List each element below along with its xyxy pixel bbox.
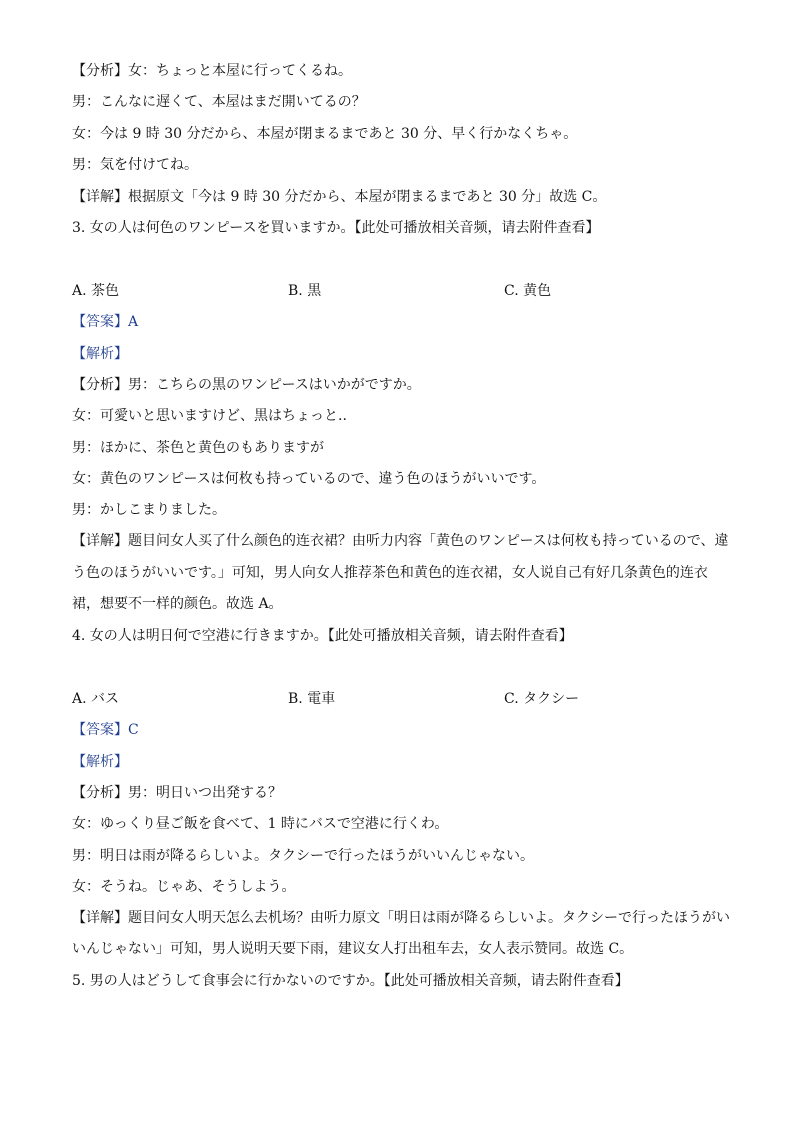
q2-analysis-line-1: 【分析】女：ちょっと本屋に行ってくるね。 <box>72 63 352 79</box>
q4-option-c: C. タクシー <box>504 690 580 707</box>
q3-analysis-line-5: 男：かしこまりました。 <box>72 502 226 519</box>
q4-spacer <box>72 658 732 689</box>
q4-question: 4. 女の人は明日何で空港に行きますか。【此处可播放相关音频，请去附件查看】 <box>72 628 573 645</box>
q2-detail: 【详解】根据原文「今は 9 時 30 分だから、本屋が閉まるまであと 30 分」故选 C。 <box>72 188 607 205</box>
q3-options <box>72 282 732 300</box>
q3-analysis-line-4: 女：黄色のワンピースは何枚も持っているので、違う色のほうがいいです。 <box>72 471 546 488</box>
q4-options <box>72 690 732 708</box>
q2-analysis-line-4: 男：気を付けてね。 <box>72 157 198 174</box>
document-page <box>72 62 732 1004</box>
q3-analysis-line-2: 女：可愛いと思いますけど、黒はちょっと.. <box>72 408 347 425</box>
q4-analysis-line-2: 女：ゆっくり昼ご飯を食べて、1 時にバスで空港に行くわ。 <box>72 816 449 833</box>
q3-spacer <box>72 250 732 281</box>
q4-option-b: B. 電車 <box>288 690 336 707</box>
q3-detail: 【详解】题目问女人买了什么颜色的连衣裙？由听力内容「黄色のワンピースは何枚も持っているので、違う色のほうがいいです。」可知，男人向女人推荐茶色和黄色的连衣裙，女人说自己有好几条黄色的连衣裙，想要不一样的颜色。故选 A。 <box>72 533 729 612</box>
q5-question: 5. 男の人はどうして食事会に行かないのですか。【此处可播放相关音频，请去附件查看】 <box>72 973 629 990</box>
q3-answer: 【答案】A <box>72 314 139 331</box>
q3-option-c: C. 黄色 <box>504 282 552 299</box>
q4-analysis-line-1: 【分析】男：明日いつ出発する？ <box>72 785 282 802</box>
q3-question: 3. 女の人は何色のワンピースを買いますか。【此处可播放相关音频，请去附件查看】 <box>72 219 600 236</box>
q4-answer: 【答案】C <box>72 722 139 739</box>
q3-option-b: B. 黒 <box>288 282 322 299</box>
q3-analysis-line-1: 【分析】男：こちらの黒のワンピースはいかがですか。 <box>72 376 421 393</box>
q3-analysis-line-3: 男：ほかに、茶色と黄色のもありますが <box>72 439 324 456</box>
q3-option-a: A. 茶色 <box>72 282 120 299</box>
q4-detail: 【详解】题目问女人明天怎么去机场？由听力原文「明日は雨が降るらしいよ。タクシーで行ったほうがいいんじゃない」可知，男人说明天要下雨，建议女人打出租车去，女人表示赞同。故选 C。 <box>72 909 730 958</box>
q2-analysis-line-2: 男：こんなに遅くて、本屋はまだ開いてるの？ <box>72 94 366 111</box>
q4-analysis-line-4: 女：そうね。じゃあ、そうしよう。 <box>72 879 296 896</box>
q4-jiexi: 【解析】 <box>72 753 128 770</box>
q4-option-a: A. バス <box>72 690 120 707</box>
q3-jiexi: 【解析】 <box>72 345 128 362</box>
q4-analysis-line-3: 男：明日は雨が降るらしいよ。タクシーで行ったほうがいいんじゃない。 <box>72 847 534 864</box>
q2-analysis-line-3: 女：今は 9 時 30 分だから、本屋が閉まるまであと 30 分、早く行かなくちゃ。 <box>72 125 578 142</box>
